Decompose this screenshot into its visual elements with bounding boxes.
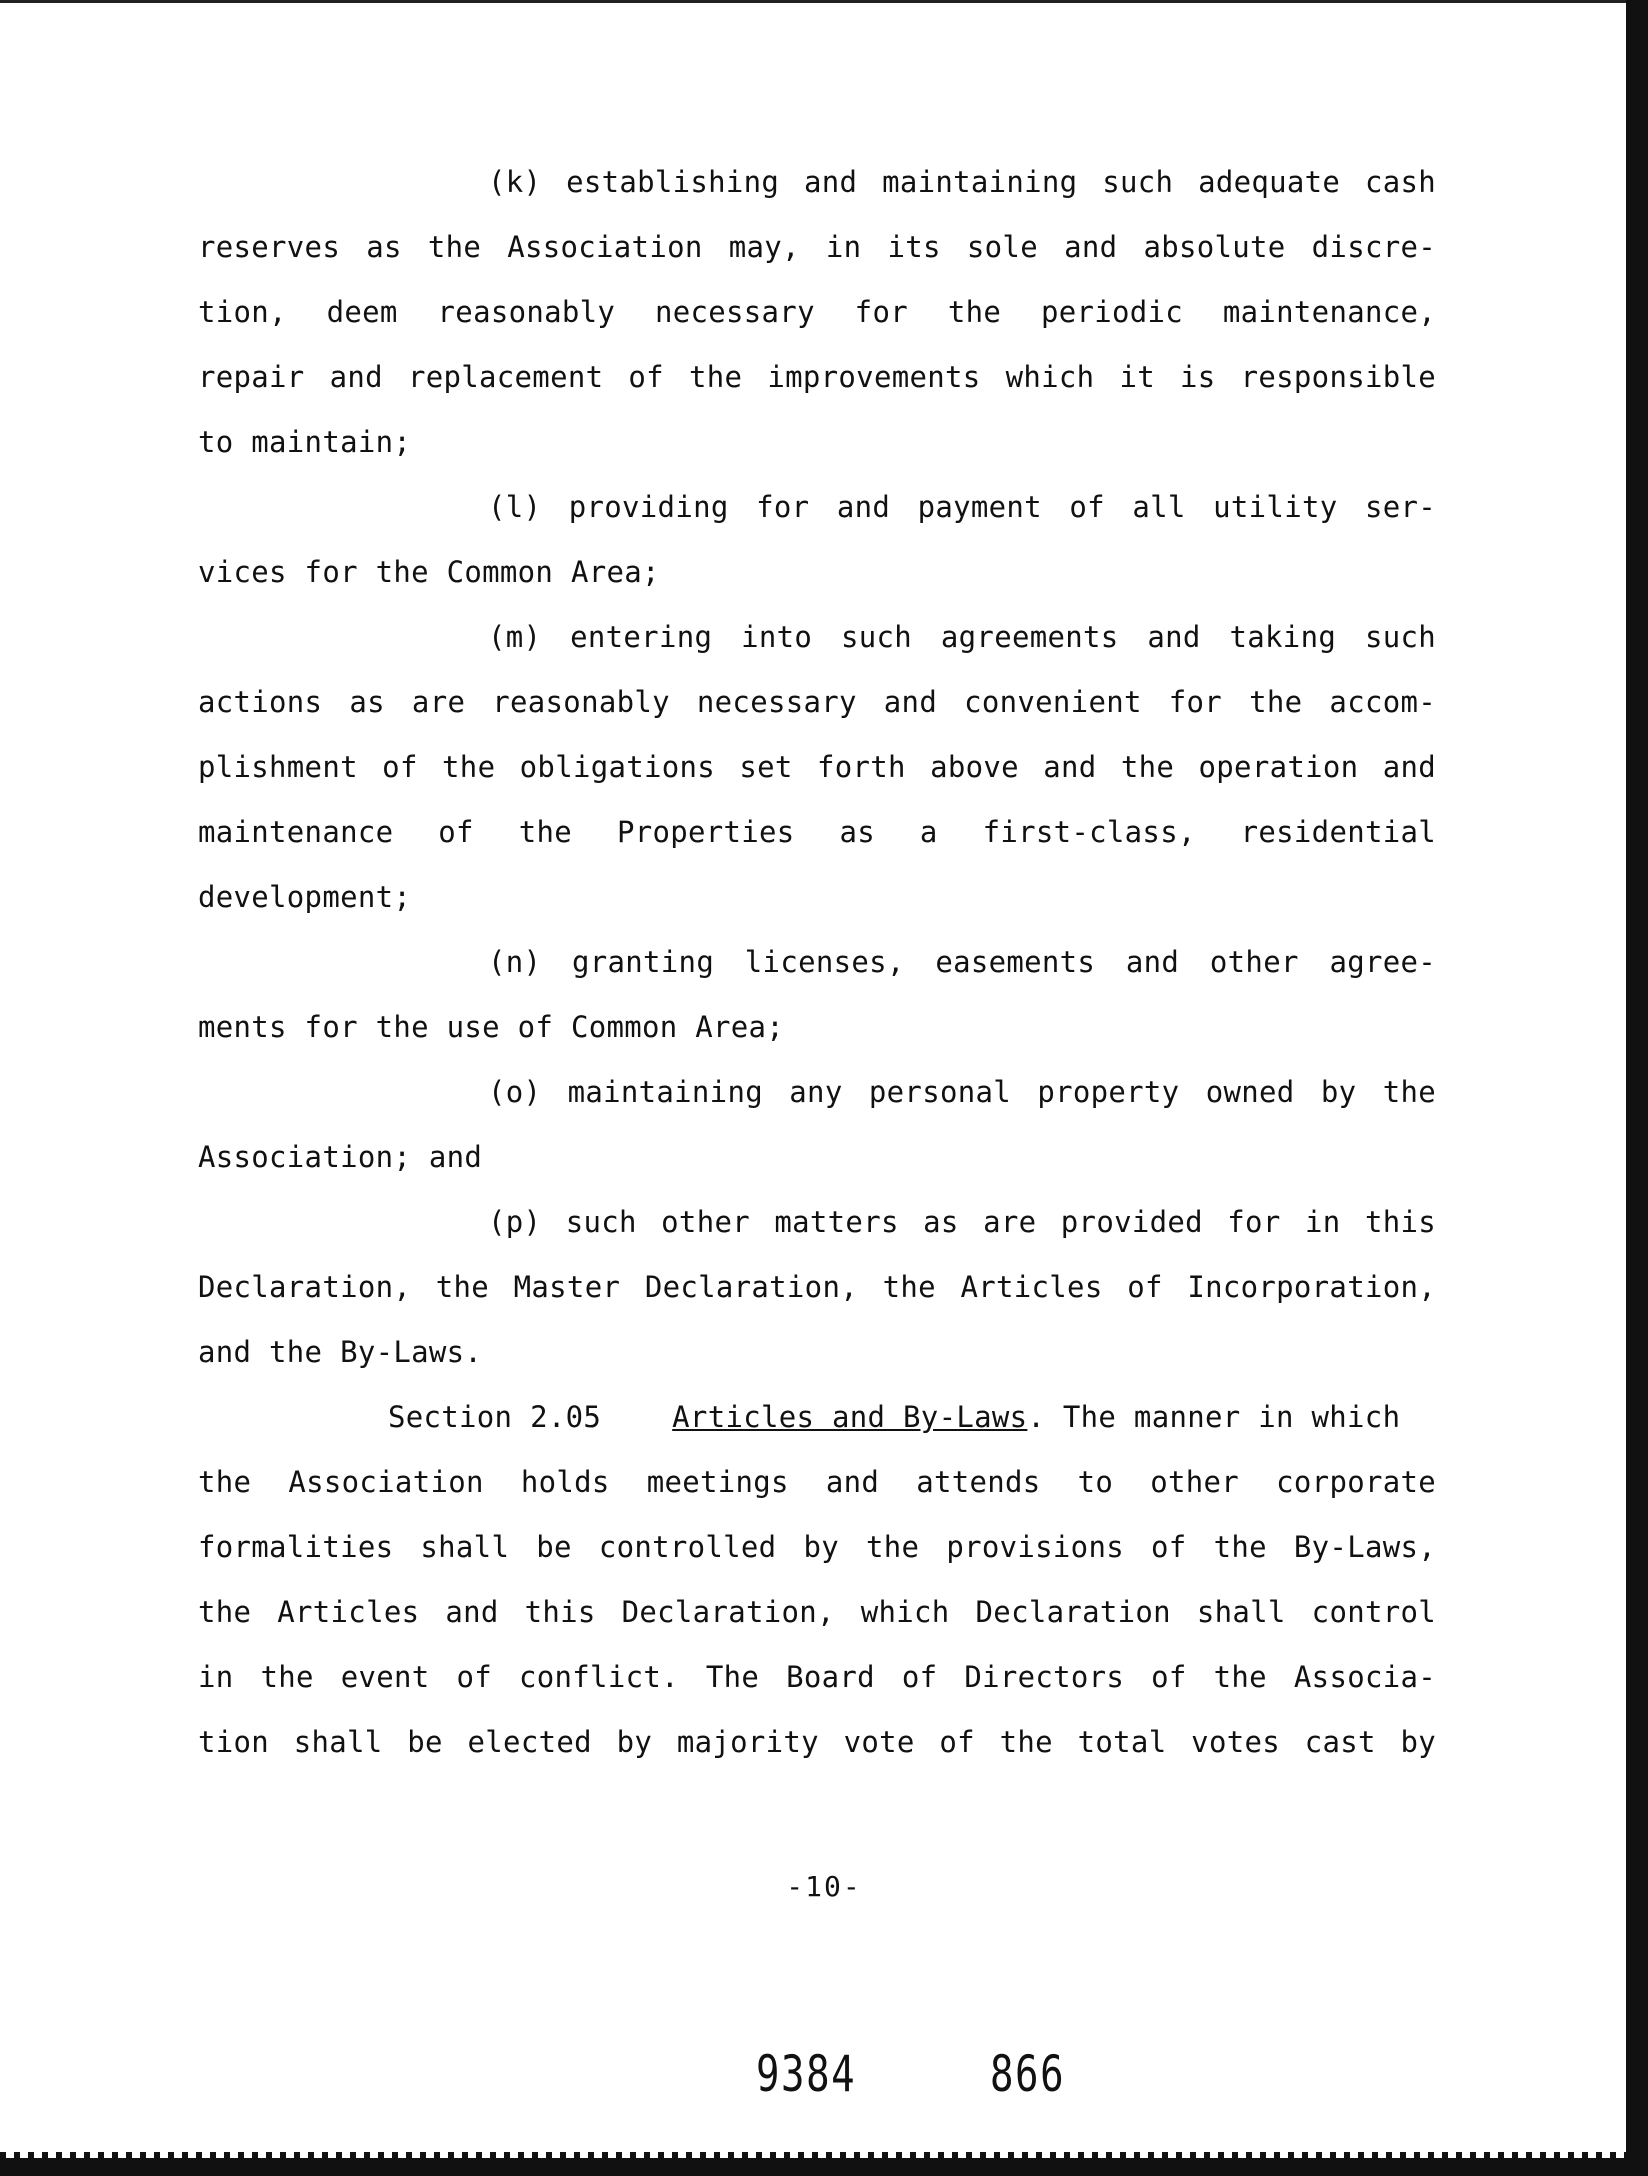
paragraph-m-line-3: plishment of the obligations set forth above and the operation and bbox=[198, 750, 1436, 784]
section-number: Section 2.05 bbox=[388, 1400, 602, 1434]
paragraph-o-line-1: (o) maintaining any personal property owned by the bbox=[488, 1075, 1436, 1109]
paragraph-m-line-4: maintenance of the Properties as a first-class, residential bbox=[198, 815, 1436, 849]
scan-right-edge bbox=[1626, 0, 1648, 2176]
section-line-3: formalities shall be controlled by the provisions of the By-Laws, bbox=[198, 1530, 1436, 1564]
paragraph-k-line-4: repair and replacement of the improvements which it is responsible bbox=[198, 360, 1436, 394]
paragraph-k-line-3: tion, deem reasonably necessary for the periodic maintenance, bbox=[198, 295, 1436, 329]
record-stamp-book: 9384 bbox=[756, 2045, 857, 2103]
document-body bbox=[198, 150, 1436, 1775]
scan-bottom-edge bbox=[0, 2158, 1648, 2176]
paragraph-p-line-1: (p) such other matters as are provided for in this bbox=[488, 1205, 1436, 1239]
record-stamp-page: 866 bbox=[990, 2045, 1066, 2103]
scan-top-edge bbox=[0, 0, 1648, 3]
page-number: -10- bbox=[786, 1870, 862, 1903]
section-heading: Articles and By-Laws bbox=[672, 1400, 1028, 1434]
section-line-2: the Association holds meetings and attends to other corporate bbox=[198, 1465, 1436, 1499]
section-line-4: the Articles and this Declaration, which Declaration shall control bbox=[198, 1595, 1436, 1629]
paragraph-l-line-2: vices for the Common Area; bbox=[198, 555, 660, 589]
paragraph-m-line-2: actions as are reasonably necessary and convenient for the accom- bbox=[198, 685, 1436, 719]
paragraph-n-line-1: (n) granting licenses, easements and other agree- bbox=[488, 945, 1436, 979]
paragraph-k-line-2: reserves as the Association may, in its sole and absolute discre- bbox=[198, 230, 1436, 264]
paragraph-k-line-5: to maintain; bbox=[198, 425, 412, 459]
section-2-05-heading-line bbox=[198, 1385, 1436, 1450]
paragraph-p-line-3: and the By-Laws. bbox=[198, 1335, 483, 1369]
paragraph-o-line-2: Association; and bbox=[198, 1140, 483, 1174]
section-line-6: tion shall be elected by majority vote of the total votes cast by bbox=[198, 1725, 1436, 1759]
paragraph-m-line-5: development; bbox=[198, 880, 412, 914]
paragraph-k-line-1: (k) establishing and maintaining such adequate cash bbox=[488, 165, 1436, 199]
paragraph-n-line-2: ments for the use of Common Area; bbox=[198, 1010, 785, 1044]
paragraph-m-line-1: (m) entering into such agreements and taking such bbox=[488, 620, 1436, 654]
paragraph-p-line-2: Declaration, the Master Declaration, the Articles of Incorporation, bbox=[198, 1270, 1436, 1304]
paragraph-l-line-1: (l) providing for and payment of all utility ser- bbox=[488, 490, 1436, 524]
section-heading-rest: . The manner in which bbox=[1027, 1400, 1401, 1434]
section-line-5: in the event of conflict. The Board of Directors of the Associa- bbox=[198, 1660, 1436, 1694]
